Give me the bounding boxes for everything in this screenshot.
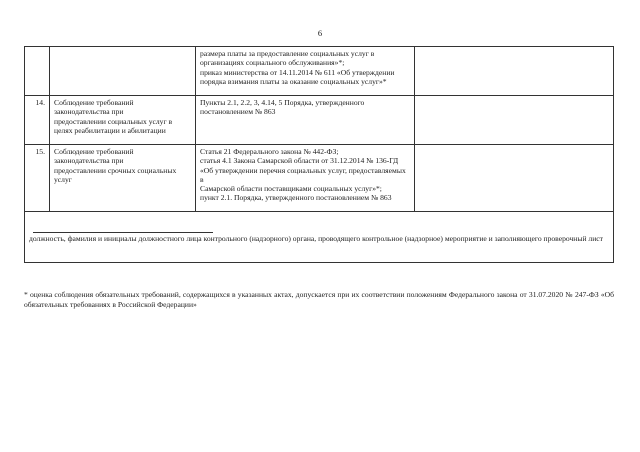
table-row: [25, 47, 614, 96]
legal-act-line: Статья 21 Федерального закона № 442-ФЗ;: [200, 147, 339, 156]
requirement-line: Соблюдение требований: [54, 147, 134, 156]
requirement-cell: [50, 145, 196, 212]
requirement-line: законодательства при: [54, 107, 124, 117]
requirement-line: Соблюдение требований: [54, 98, 134, 107]
legal-act-line: пункт 2.1. Порядка, утвержденного постановлением № 863: [200, 193, 392, 203]
footnote: * оценка соблюдения обязательных требований, содержащихся в указанных актах, допускается при их соответствии положениям Федерального закона от 31.07.2020 № 247-ФЗ «Об обязательных требованиях в Российской Федерации»: [24, 290, 614, 309]
signature-cell: [25, 212, 614, 263]
table-row: [25, 96, 614, 145]
signature-row: [25, 212, 614, 263]
row-number-cell: [25, 47, 50, 96]
empty-cell: [415, 47, 614, 96]
signature-caption: должность, фамилия и инициалы должностного лица контрольного (надзорного) органа, проводящего контрольное (надзорное) мероприятие и заполняющего проверочный лист: [29, 234, 603, 243]
requirement-line: услуг: [54, 174, 72, 184]
requirement-cell: [50, 96, 196, 145]
legal-act-line: организациях социального обслуживания»*;: [200, 58, 345, 68]
legal-act-line: Пункты 2.1, 2.2, 3, 4.14, 5 Порядка, утвержденного: [200, 98, 365, 107]
table-row: [25, 145, 614, 212]
legal-act-line: статья 4.1 Закона Самарской области от 31.12.2014 № 136-ГД: [200, 156, 399, 166]
legal-act-line: приказ министерства от 14.11.2014 № 611 «Об утверждении: [200, 67, 395, 77]
requirement-cell: [50, 47, 196, 96]
requirement-line: предоставлении социальных услуг в: [54, 116, 173, 126]
requirement-line: законодательства при: [54, 156, 124, 166]
signature-line: [33, 232, 213, 233]
checklist-table: [24, 46, 614, 263]
legal-acts-cell: [196, 47, 415, 96]
empty-cell: [415, 96, 614, 145]
legal-act-line: порядка взимания платы за оказание социальных услуг»*: [200, 76, 387, 86]
row-number-cell: 14.: [25, 96, 50, 145]
legal-act-line: постановлением № 863: [200, 107, 276, 117]
legal-act-line: «Об утверждении перечня социальных услуг, предоставляемых в: [200, 165, 406, 184]
requirement-line: целях реабилитации и абилитации: [54, 125, 166, 135]
row-number-cell: 15.: [25, 145, 50, 212]
requirement-line: предоставлении срочных социальных: [54, 165, 177, 175]
legal-act-line: размера платы за предоставление социальных услуг в: [200, 49, 375, 58]
legal-acts-cell: [196, 145, 415, 212]
legal-act-line: Самарской области поставщиками социальных услуг»*;: [200, 184, 382, 194]
page-number: 6: [317, 28, 323, 38]
legal-acts-cell: [196, 96, 415, 145]
empty-cell: [415, 145, 614, 212]
